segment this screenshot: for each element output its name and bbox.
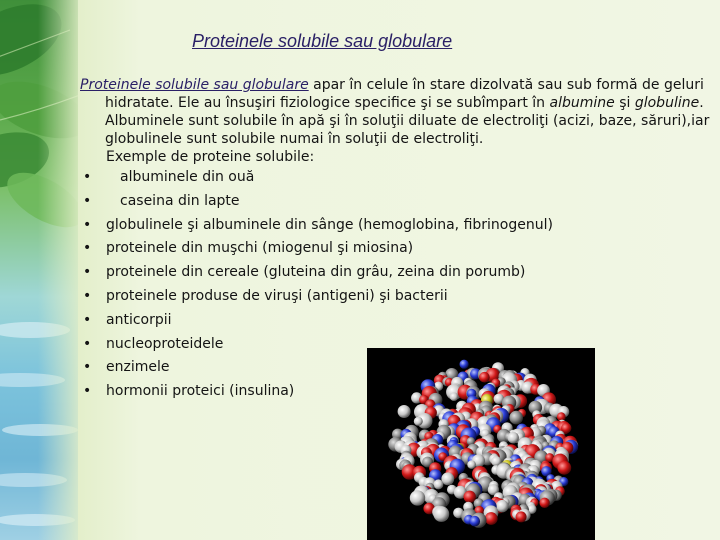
intro-paragraph: [80, 76, 710, 148]
bullet-icon: •: [83, 240, 92, 257]
term-globuline: globuline: [634, 95, 700, 111]
atom-sphere: [467, 460, 476, 469]
intro-text-1: apar în celule în stare dizolvată sau sub formă de geluri hidratate. Ele au însuşiri fiziologice specifice şi se subîmpart în: [105, 77, 704, 111]
atom-sphere: [509, 411, 523, 425]
bullet-icon: •: [83, 264, 92, 281]
atom-sphere: [539, 498, 549, 508]
atom-sphere: [470, 516, 481, 527]
list-item: • enzimele: [80, 356, 710, 380]
term-albumine: albumine: [549, 95, 615, 111]
leaf-water-decoration: [0, 0, 78, 540]
list-item: • anticorpii: [80, 309, 710, 333]
list-item: • proteinele din cereale (gluteina din grâu, zeina din porumb): [80, 261, 710, 285]
atom-sphere: [485, 512, 498, 525]
bullet-icon: •: [83, 169, 92, 185]
examples-heading: Exemple de proteine solubile:: [106, 149, 315, 165]
bullet-icon: •: [83, 335, 92, 352]
bullet-icon: •: [83, 192, 92, 209]
atom-sphere: [460, 360, 469, 369]
atom-sphere: [479, 372, 490, 383]
atom-sphere: [508, 432, 519, 443]
list-item: • nucleoproteidele: [80, 333, 710, 357]
intro-text-si: şi: [614, 95, 635, 111]
list-item: • globulinele şi albuminele din sânge (hemoglobina, fibrinogenul): [80, 214, 710, 238]
bullet-icon: •: [83, 216, 92, 233]
bullet-icon: •: [83, 287, 92, 304]
atom-sphere: [557, 461, 571, 475]
bullet-icon: •: [83, 383, 92, 400]
atom-sphere: [450, 392, 459, 401]
bullet-icon: •: [83, 311, 92, 328]
intro-lead: Proteinele solubile sau globulare: [80, 77, 309, 93]
atom-sphere: [398, 405, 411, 418]
protein-molecule-image: [367, 348, 595, 540]
intro-text-2: . Albuminele sunt solubile în apă şi în soluţii diluate de electroliţi (acizi, baze, săruri),iar globulinele sunt solubile numai în soluţii de electroliţi.: [105, 95, 710, 147]
atom-sphere: [516, 511, 527, 522]
atom-sphere: [414, 417, 423, 426]
page-title: Proteinele solubile sau globulare: [192, 31, 453, 51]
list-item: • proteinele produse de viruşi (antigeni) şi bacterii: [80, 285, 710, 309]
list-item: • caseina din lapte: [80, 190, 710, 214]
protein-molecule-icon: [367, 348, 595, 540]
atom-sphere: [441, 472, 454, 485]
atom-sphere: [433, 506, 449, 522]
list-item: • hormonii proteici (insulina): [80, 380, 710, 404]
atom-sphere: [410, 490, 425, 505]
atom-sphere: [433, 479, 443, 489]
list-item: • albuminele din ouă: [80, 166, 710, 190]
bullet-icon: •: [83, 359, 92, 376]
list-item: • proteinele din muşchi (miogenul şi miosina): [80, 237, 710, 261]
atom-sphere: [464, 491, 476, 503]
